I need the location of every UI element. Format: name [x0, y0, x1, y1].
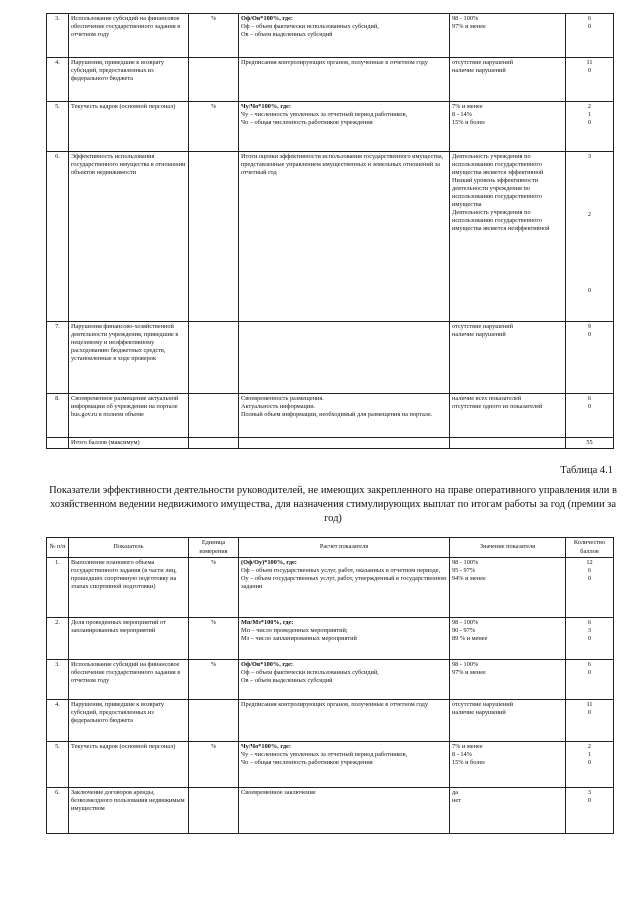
score-line: 0: [587, 759, 592, 767]
unit: %: [189, 14, 239, 58]
indicator-values: [450, 618, 566, 660]
table-4-1-body: [47, 558, 614, 834]
scores: [566, 102, 614, 152]
scores: [566, 14, 614, 58]
score-line: 6: [587, 661, 592, 668]
calculation: [239, 660, 450, 700]
score-line: 0: [587, 23, 592, 31]
indicator-name: Использование субсидий на финансовое обеспечение государственного задания в отчетном году: [69, 660, 189, 700]
calc-line: Оф – объем фактически использованных субсидий,: [241, 669, 379, 677]
table-row: [47, 660, 614, 700]
score-line: 0: [587, 575, 592, 583]
scores: [566, 152, 614, 322]
score-line: 0: [587, 331, 592, 339]
calc-line: Мп – число проведенных мероприятий;: [241, 627, 348, 635]
calc-line: Оу – объем государственных услуг, работ, утвержденный в государственном задании: [241, 575, 446, 591]
table-row: [47, 152, 614, 322]
value-line: отсутствие нарушений: [452, 701, 513, 708]
value-line: наличие нарушений: [452, 709, 506, 717]
calc-line: Предписания контролирующих органов, полученные в отчетном году: [241, 701, 429, 708]
score-line: 12: [586, 559, 593, 566]
value-line: нет: [452, 797, 461, 805]
total-empty: [450, 438, 566, 449]
total-row: [47, 438, 614, 449]
row-number: 6.: [47, 152, 69, 322]
table-1-continued: [46, 13, 614, 449]
unit: [189, 152, 239, 322]
value-line: Низкий уровень эффективности деятельности учреждения по использованию государственного имущества: [452, 177, 542, 209]
calc-line: Оф – объем государственных услуг, работ, оказанных в отчетном периоде,: [241, 567, 441, 575]
calculation: [239, 558, 450, 618]
calc-line: Ов – объем выделенных субсидий: [241, 677, 333, 685]
calc-line: Своевременность размещения.: [241, 395, 324, 402]
scores: [566, 788, 614, 834]
value-line: Деятельность учреждения по использованию государственного имущества является неэффективной: [452, 209, 550, 233]
table-row: [47, 58, 614, 102]
indicator-name: Эффективность использования государственного имущества в отношении объектов недвижимости: [69, 152, 189, 322]
table-number: Таблица 4.1: [560, 465, 613, 476]
scores: [566, 558, 614, 618]
indicator-values: [450, 102, 566, 152]
calculation: [239, 102, 450, 152]
scores: [566, 58, 614, 102]
score-line: 3: [587, 789, 592, 796]
formula: Чу/Чо*100%, где:: [241, 743, 291, 750]
formula: Оф/Ов*100%, где:: [241, 15, 293, 22]
unit: %: [189, 558, 239, 618]
calculation: [239, 394, 450, 438]
row-number: 6.: [47, 788, 69, 834]
score-line: 2: [587, 743, 592, 750]
score-line: 9: [587, 323, 592, 330]
value-line: 98 - 100%: [452, 559, 479, 566]
score-line: 11: [586, 701, 593, 708]
table-title: Показатели эффективности деятельности руководителей, не имеющих закрепленного на праве оперативного управления или в хозяйственном ведении недвижимого имущества, для назначения стимулирующих выплат по итогам работы за год (премии за год): [49, 485, 617, 524]
indicator-values: [450, 660, 566, 700]
header-unit: Единица измерения: [189, 538, 239, 558]
value-line: да: [452, 789, 458, 796]
value-line: 15% и более: [452, 119, 486, 127]
scores: [566, 394, 614, 438]
value-line: отсутствие одного из показателей: [452, 403, 543, 411]
indicator-values: [450, 394, 566, 438]
unit: [189, 700, 239, 742]
value-line: отсутствие нарушений: [452, 323, 513, 330]
header-row: [47, 538, 614, 558]
scores: [566, 322, 614, 394]
indicator-name: Нарушения, приведшие к возврату субсидий, предоставленных из федерального бюджета: [69, 58, 189, 102]
value-line: Деятельность учреждения по использованию государственного имущества является эффективной: [452, 153, 544, 177]
calculation: [239, 58, 450, 102]
unit: [189, 788, 239, 834]
table-row: [47, 742, 614, 788]
score-line: 0: [587, 287, 592, 295]
value-line: наличие всех показателей: [452, 395, 522, 402]
total-empty: [239, 438, 450, 449]
unit: %: [189, 618, 239, 660]
indicator-name: Выполнение планового объема государственного задания (в части лиц, прошедших спортивную подготовку на этапах спортивной подготовки): [69, 558, 189, 618]
score-line: 0: [587, 669, 592, 677]
header-no: № п/п: [47, 538, 69, 558]
table-row: [47, 788, 614, 834]
indicator-name: Нарушения, приведшие к возврату субсидий, предоставленных из федерального бюджета: [69, 700, 189, 742]
calc-line: Мз – число запланированных мероприятий: [241, 635, 357, 643]
value-line: наличие нарушений: [452, 67, 506, 75]
unit: %: [189, 660, 239, 700]
value-line: 95 - 97%: [452, 567, 476, 575]
score-line: 2: [587, 103, 592, 110]
score-line: 0: [587, 709, 592, 717]
value-line: 8 - 14%: [452, 751, 472, 759]
row-number: 8.: [47, 394, 69, 438]
scores: [566, 742, 614, 788]
row-number: 5.: [47, 102, 69, 152]
unit: [189, 322, 239, 394]
unit: [189, 58, 239, 102]
formula: Оф/Ов*100%, где:: [241, 661, 293, 668]
scores: [566, 660, 614, 700]
value-line: 97% и менее: [452, 669, 486, 677]
indicator-values: [450, 152, 566, 322]
indicator-values: [450, 700, 566, 742]
calc-line: Итоги оценки эффективности использования государственного имущества, представленные управлением имущественных и земельных отношений за отчетный год: [241, 153, 444, 177]
value-line: 94% и менее: [452, 575, 486, 583]
score-line: 0: [587, 635, 592, 643]
formula: Чу/Чо*100%, где:: [241, 103, 291, 110]
score-line: 3: [587, 627, 592, 635]
indicator-values: [450, 558, 566, 618]
header-calc: Расчет показателя: [239, 538, 450, 558]
calc-line: Чо – общая численность работников учреждения: [241, 119, 373, 127]
score-line: 0: [587, 67, 592, 75]
calc-line: Чу – численность уволенных за отчетный период работников,: [241, 751, 408, 759]
formula: Мп/Мз*100%, где:: [241, 619, 294, 626]
calc-line: Актуальность информации.: [241, 403, 316, 411]
total-empty: [189, 438, 239, 449]
total-empty: [47, 438, 69, 449]
score-line: 0: [587, 403, 592, 411]
score-line: 11: [586, 59, 593, 66]
value-line: 8 - 14%: [452, 111, 472, 119]
calculation: [239, 14, 450, 58]
header-score: Количество баллов: [566, 538, 614, 558]
indicator-values: [450, 58, 566, 102]
value-line: отсутствие нарушений: [452, 59, 513, 66]
formula: (Оф/Оу)*100%, где:: [241, 559, 297, 566]
value-line: 7% и менее: [452, 743, 483, 750]
calc-line: Чу – численность уволенных за отчетный период работников,: [241, 111, 408, 119]
table-1-body: [47, 14, 614, 449]
score-line: 6: [587, 619, 592, 626]
indicator-values: [450, 322, 566, 394]
table-4-1: [46, 537, 614, 834]
scores: [566, 700, 614, 742]
row-number: 4.: [47, 58, 69, 102]
calc-line: Ов – объем выделенных субсидий: [241, 31, 333, 39]
row-number: 5.: [47, 742, 69, 788]
row-number: 4.: [47, 700, 69, 742]
indicator-name: Заключение договоров аренды, безвозмездного пользования недвижимым имуществом: [69, 788, 189, 834]
row-number: 1.: [47, 558, 69, 618]
value-line: 98 - 100%: [452, 619, 479, 626]
unit: [189, 394, 239, 438]
score-line: 2: [587, 211, 592, 219]
value-line: наличие нарушений: [452, 331, 506, 339]
scores: [566, 618, 614, 660]
table-row: [47, 618, 614, 660]
indicator-values: [450, 742, 566, 788]
indicator-name: Текучесть кадров (основной персонал): [69, 102, 189, 152]
indicator-values: [450, 788, 566, 834]
table-row: [47, 394, 614, 438]
value-line: 89 % и менее: [452, 635, 488, 643]
calculation: [239, 742, 450, 788]
score-line: 1: [587, 751, 592, 759]
unit: %: [189, 742, 239, 788]
table-row: [47, 700, 614, 742]
row-number: 7.: [47, 322, 69, 394]
score-line: 6: [587, 15, 592, 22]
score-line: 0: [587, 119, 592, 127]
table-row: [47, 322, 614, 394]
calc-line: Чо – общая численность работников учреждения: [241, 759, 373, 767]
score-line: 0: [587, 797, 592, 805]
indicator-name: Доля проведенных мероприятий от запланированных мероприятий: [69, 618, 189, 660]
header-value: Значение показателя: [450, 538, 566, 558]
indicator-values: [450, 14, 566, 58]
value-line: 15% и более: [452, 759, 486, 767]
table-row: [47, 14, 614, 58]
calc-line: Оф – объем фактически использованных субсидий,: [241, 23, 379, 31]
total-label: Итого баллов (максимум): [69, 438, 189, 449]
calculation: [239, 700, 450, 742]
unit: %: [189, 102, 239, 152]
table-row: [47, 558, 614, 618]
calculation: [239, 152, 450, 322]
value-line: 98 - 100%: [452, 661, 479, 668]
calc-line: Предписания контролирующих органов, полученные в отчетном году: [241, 59, 429, 66]
calculation: [239, 788, 450, 834]
total-value: 55: [566, 438, 614, 449]
score-line: 6: [587, 567, 592, 575]
value-line: 7% и менее: [452, 103, 483, 110]
score-line: 6: [587, 395, 592, 402]
indicator-name: Использование субсидий на финансовое обеспечение государственного задания в отчетном году: [69, 14, 189, 58]
row-number: 2.: [47, 618, 69, 660]
score-line: 1: [587, 111, 592, 119]
row-number: 3.: [47, 14, 69, 58]
table-row: [47, 102, 614, 152]
indicator-name: Своевременное размещение актуальной информации об учреждении на портале bus.gov.ru в полном объеме: [69, 394, 189, 438]
calc-line: Своевременное заключение: [241, 789, 316, 796]
indicator-name: Нарушения финансово-хозяйственной деятельности учреждения, приведшие к нецелевому и неэффективному расходованию бюджетных средств, установленные в ходе проверок: [69, 322, 189, 394]
header-name: Показатель: [69, 538, 189, 558]
value-line: 98 - 100%: [452, 15, 479, 22]
value-line: 90 - 97%: [452, 627, 476, 635]
calc-line: Полный объем информации, необходимый для размещения на портале.: [241, 411, 433, 419]
indicator-name: Текучесть кадров (основной персонал): [69, 742, 189, 788]
row-number: 3.: [47, 660, 69, 700]
calculation: [239, 618, 450, 660]
value-line: 97% и менее: [452, 23, 486, 31]
score-line: 3: [587, 153, 592, 160]
calculation: [239, 322, 450, 394]
